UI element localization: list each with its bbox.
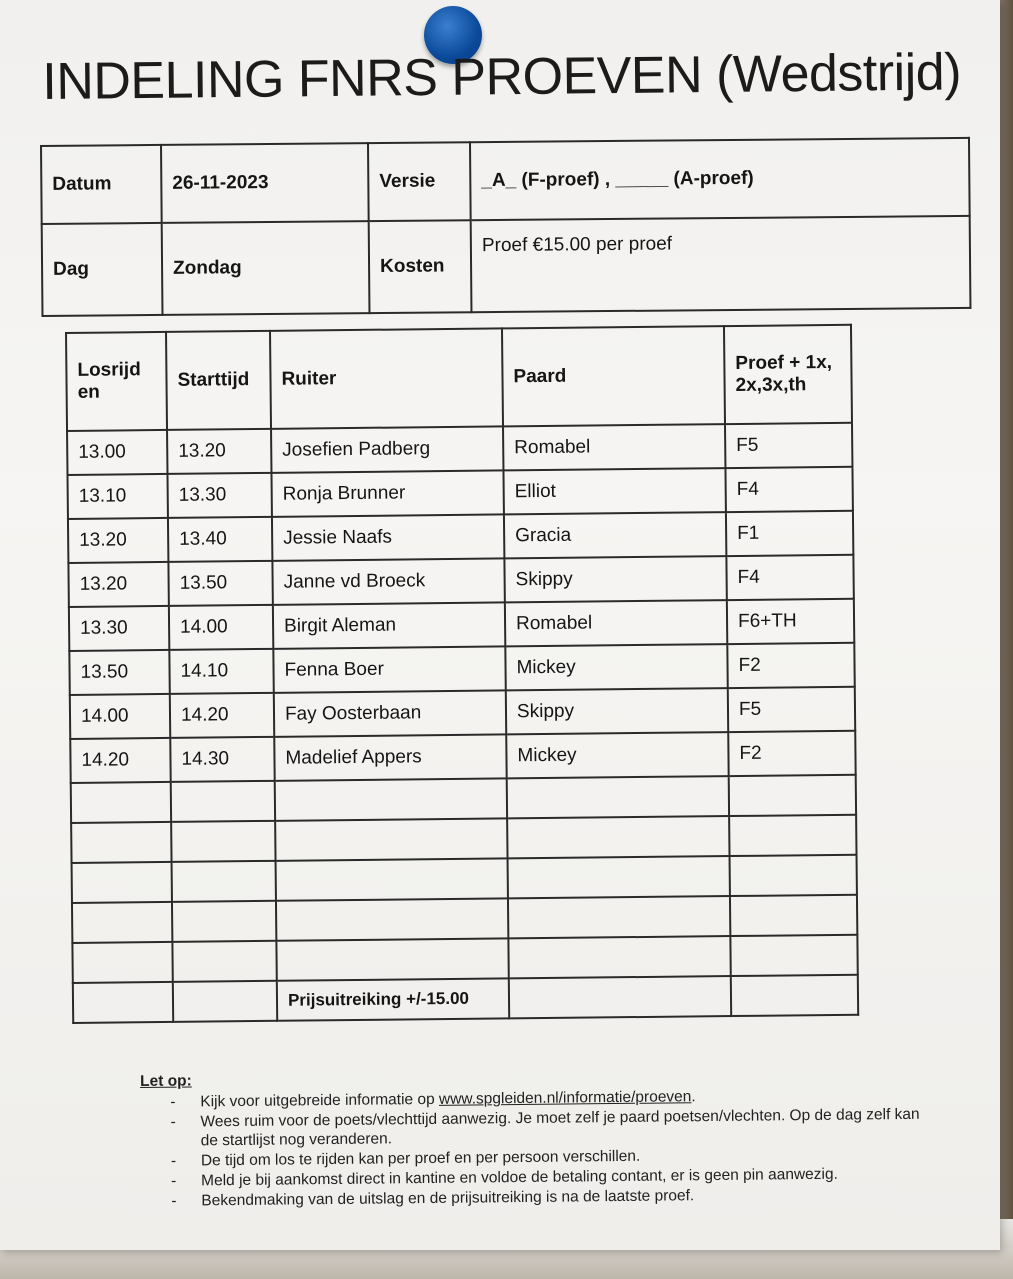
empty-cell xyxy=(729,775,856,816)
notes-header: Let op: xyxy=(140,1072,192,1090)
cell-ruiter: Janne vd Broeck xyxy=(272,558,504,604)
empty-cell xyxy=(172,861,276,902)
info-table xyxy=(40,137,971,317)
cell-ruiter: Ronja Brunner xyxy=(271,470,503,516)
notes-list xyxy=(140,1085,921,1211)
dag-label: Dag xyxy=(42,223,163,316)
cell-proef: F4 xyxy=(726,555,853,600)
cell-proef: F6+TH xyxy=(727,599,854,644)
empty-cell xyxy=(72,902,172,943)
cell-proef: F5 xyxy=(728,687,855,732)
note-text: Wees ruim voor de poets/vlechttijd aanwezig. Je moet zelf je paard poetsen/vlechten. Op de dag zelf kan de startlijst nog veranderen. xyxy=(200,1105,920,1150)
cell-starttijd: 14.00 xyxy=(169,605,273,650)
kosten-value: Proef €15.00 per proef xyxy=(471,216,971,312)
empty-cell xyxy=(508,856,730,898)
prize-row xyxy=(73,975,858,1023)
cell-ruiter: Fay Oosterbaan xyxy=(274,690,506,736)
empty-cell xyxy=(730,935,857,976)
cell-starttijd: 13.30 xyxy=(167,473,271,518)
dag-value: Zondag xyxy=(162,221,370,315)
versie-value: _A_ (F-proef) , _____ (A-proef) xyxy=(470,138,970,220)
cell-starttijd: 13.20 xyxy=(167,429,271,474)
versie-label: Versie xyxy=(368,142,471,221)
empty-cell xyxy=(172,941,276,982)
cell-paard: Mickey xyxy=(506,732,728,778)
empty-cell xyxy=(507,776,729,818)
empty-cell xyxy=(275,818,507,860)
cell-paard: Romabel xyxy=(505,600,727,646)
empty-cell xyxy=(71,782,171,823)
cell-starttijd: 14.20 xyxy=(170,693,274,738)
empty-cell xyxy=(173,981,277,1022)
empty-cell xyxy=(509,976,731,1018)
prize-cell: Prijsuitreiking +/-15.00 xyxy=(277,978,509,1020)
empty-cell xyxy=(172,901,276,942)
datum-label: Datum xyxy=(41,145,162,224)
header-paard: Paard xyxy=(502,326,725,426)
cell-proef: F4 xyxy=(725,467,852,512)
note-text: Bekendmaking van de uitslag en de prijsuitreiking is na de laatste proef. xyxy=(201,1187,695,1210)
schedule-header-row xyxy=(66,325,852,431)
info-link[interactable]: www.spgleiden.nl/informatie/proeven xyxy=(438,1088,692,1108)
header-starttijd: Starttijd xyxy=(166,331,271,430)
cell-losrijden: 14.00 xyxy=(70,694,170,739)
cell-paard: Romabel xyxy=(503,424,725,470)
bullet-dash: - xyxy=(170,1093,176,1111)
bullet-dash: - xyxy=(171,1172,177,1190)
empty-cell xyxy=(731,975,858,1016)
bullet-dash: - xyxy=(170,1152,177,1170)
note-text: Kijk voor uitgebreide informatie op xyxy=(200,1090,440,1111)
header-losrijden: Losrijd en xyxy=(66,332,167,431)
cell-proef: F5 xyxy=(725,423,852,468)
header-proef: Proef + 1x, 2x,3x,th xyxy=(724,325,852,424)
header-ruiter: Ruiter xyxy=(270,328,503,428)
empty-cell xyxy=(171,781,275,822)
empty-cell xyxy=(276,898,508,940)
empty-cell xyxy=(72,862,172,903)
page-title: INDELING FNRS PROEVEN (Wedstrijd) xyxy=(42,43,962,111)
cell-losrijden: 13.20 xyxy=(68,518,168,563)
kosten-label: Kosten xyxy=(369,220,472,313)
cell-paard: Skippy xyxy=(506,688,728,734)
bullet-dash: - xyxy=(171,1192,177,1210)
cell-ruiter: Fenna Boer xyxy=(273,646,505,692)
empty-cell xyxy=(730,895,857,936)
cell-losrijden: 13.10 xyxy=(67,474,167,519)
cell-losrijden: 13.20 xyxy=(68,562,168,607)
cell-ruiter: Madelief Appers xyxy=(274,734,506,780)
empty-cell xyxy=(73,982,173,1023)
cell-starttijd: 14.10 xyxy=(169,649,273,694)
cell-starttijd: 13.40 xyxy=(168,517,272,562)
schedule-table xyxy=(65,324,859,1024)
cell-paard: Skippy xyxy=(504,556,726,602)
empty-cell xyxy=(508,936,730,978)
empty-cell xyxy=(171,821,275,862)
note-text: Meld je bij aankomst direct in kantine en voldoe de betaling contant, er is geen pin aanwezig. xyxy=(201,1165,838,1190)
cell-proef: F2 xyxy=(728,731,855,776)
cell-proef: F2 xyxy=(727,643,854,688)
cell-proef: F1 xyxy=(726,511,853,556)
cell-losrijden: 13.00 xyxy=(67,430,167,475)
cell-ruiter: Jessie Naafs xyxy=(272,514,504,560)
cell-losrijden: 13.50 xyxy=(69,650,169,695)
empty-cell xyxy=(275,778,507,820)
empty-cell xyxy=(730,855,857,896)
bullet-dash: - xyxy=(170,1113,176,1131)
note-text: De tijd om los te rijden kan per proef en per persoon verschillen. xyxy=(200,1147,641,1170)
empty-cell xyxy=(72,942,172,983)
datum-value: 26-11-2023 xyxy=(161,143,369,223)
cell-losrijden: 13.30 xyxy=(69,606,169,651)
note-text-after: . xyxy=(691,1088,696,1106)
empty-cell xyxy=(508,896,730,938)
cell-ruiter: Birgit Aleman xyxy=(273,602,505,648)
empty-cell xyxy=(276,858,508,900)
cell-paard: Elliot xyxy=(503,468,725,514)
cell-paard: Mickey xyxy=(505,644,727,690)
empty-cell xyxy=(276,938,508,980)
notes-section xyxy=(140,1065,921,1212)
cell-paard: Gracia xyxy=(504,512,726,558)
cell-starttijd: 14.30 xyxy=(170,737,274,782)
empty-cell xyxy=(729,815,856,856)
empty-cell xyxy=(507,816,729,858)
cell-losrijden: 14.20 xyxy=(70,738,170,783)
cell-ruiter: Josefien Padberg xyxy=(271,426,503,472)
cell-starttijd: 13.50 xyxy=(168,561,272,606)
empty-cell xyxy=(71,822,171,863)
